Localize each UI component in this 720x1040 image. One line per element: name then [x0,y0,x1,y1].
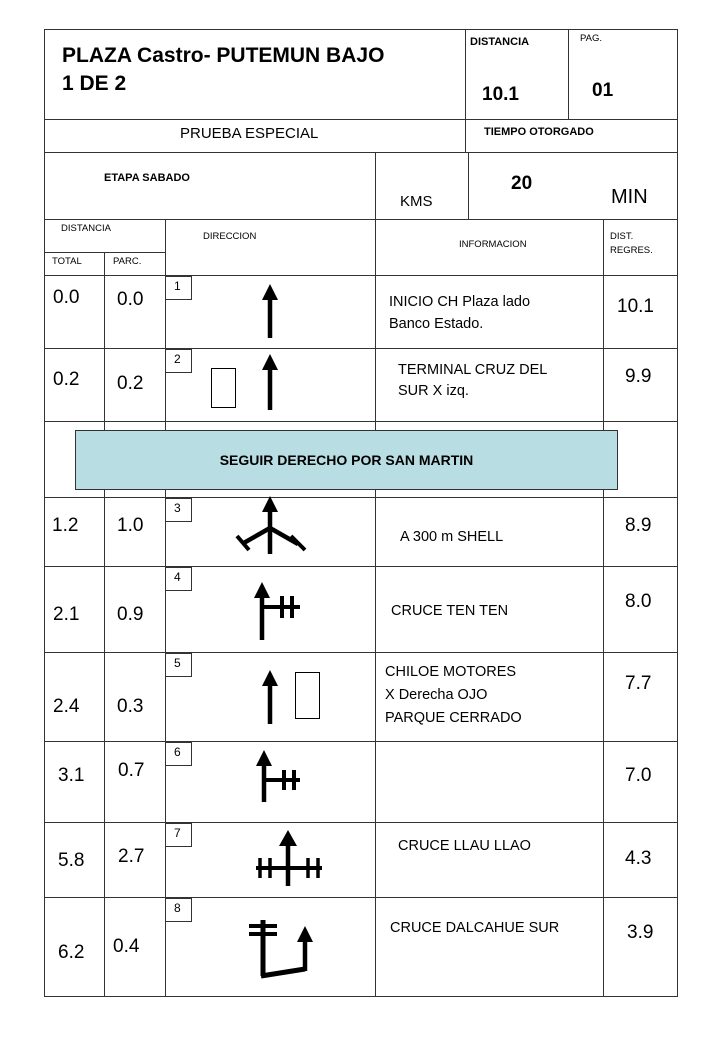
pag-label: PAG. [580,33,602,44]
row8-info-1: CRUCE DALCAHUE SUR [390,920,560,936]
row5-number: 5 [165,653,192,677]
col-dist-regres-1: DIST. [610,231,634,242]
row1-regres: 10.1 [617,296,654,317]
row6-parc: 0.7 [118,760,145,781]
row1-number: 1 [165,276,192,300]
row7-number: 7 [165,823,192,847]
row2-total: 0.2 [53,369,80,390]
col-total: TOTAL [52,256,82,267]
row3-regres: 8.9 [625,515,652,536]
row5-info-3: PARQUE CERRADO [385,710,522,726]
row7-parc: 2.7 [118,846,145,867]
straight-arrow-icon [250,282,290,342]
row1-total: 0.0 [53,287,80,308]
row5-info-2: X Derecha OJO [385,687,488,703]
row2-regres: 9.9 [625,366,652,387]
row5-regres: 7.7 [625,673,652,694]
col-dist-regres-2: REGRES. [610,245,653,256]
tiempo-label: TIEMPO OTORGADO [484,126,594,138]
instruction-banner: SEGUIR DERECHO POR SAN MARTIN [75,430,618,490]
straight-arrow-with-box-icon [255,668,325,728]
fork-arrow-icon [225,492,315,562]
col-direccion: DIRECCION [203,231,257,242]
row7-regres: 4.3 [625,848,652,869]
row3-info-2: A 300 m SHELL [400,529,504,545]
row3-total: 1.2 [52,515,79,536]
row1-parc: 0.0 [117,289,144,310]
col-parc: PARC. [113,256,142,267]
row4-total: 2.1 [53,604,80,625]
row4-info-1: CRUCE TEN TEN [391,603,509,619]
col-distancia: DISTANCIA [61,223,111,234]
right-crossing-arrow-icon [250,748,310,804]
tiempo-value: 20 [511,173,533,194]
row4-number: 4 [165,567,192,591]
row8-number: 8 [165,898,192,922]
row7-info-1: CRUCE LLAU LLAO [398,838,531,854]
distancia-value: 10.1 [482,84,519,105]
right-crossing-arrow-icon [248,580,308,642]
row4-regres: 8.0 [625,591,652,612]
row1-info-2: Banco Estado. [389,316,484,332]
kms-label: KMS [400,193,433,210]
row2-info-1: TERMINAL CRUZ DEL [398,362,548,378]
row2-parc: 0.2 [117,373,144,394]
row8-parc: 0.4 [113,936,140,957]
pag-value: 01 [592,80,614,101]
row6-number: 6 [165,742,192,766]
crossroad-arrow-icon [250,828,330,888]
row3-parc: 1.0 [117,515,144,536]
row5-total: 2.4 [53,696,80,717]
row6-total: 3.1 [58,765,85,786]
straight-arrow-with-box-icon [205,352,295,414]
prueba-label: PRUEBA ESPECIAL [180,125,319,142]
right-turn-arrow-icon [243,912,323,984]
row5-info-1: CHILOE MOTORES [385,664,517,680]
row7-total: 5.8 [58,850,85,871]
row5-parc: 0.3 [117,696,144,717]
page-title: PLAZA Castro- PUTEMUN BAJO [62,44,385,67]
row8-regres: 3.9 [627,922,654,943]
row3-number: 3 [165,498,192,522]
row6-regres: 7.0 [625,765,652,786]
row1-info-1: INICIO CH Plaza lado [389,294,531,310]
page-subtitle: 1 DE 2 [62,72,127,95]
row2-info-2: SUR X izq. [398,383,469,399]
row2-number: 2 [165,349,192,373]
distancia-label: DISTANCIA [470,36,530,48]
row4-parc: 0.9 [117,604,144,625]
row8-total: 6.2 [58,942,85,963]
col-informacion: INFORMACION [459,239,527,250]
tiempo-unit: MIN [611,186,648,208]
etapa-label: ETAPA SABADO [104,172,190,184]
